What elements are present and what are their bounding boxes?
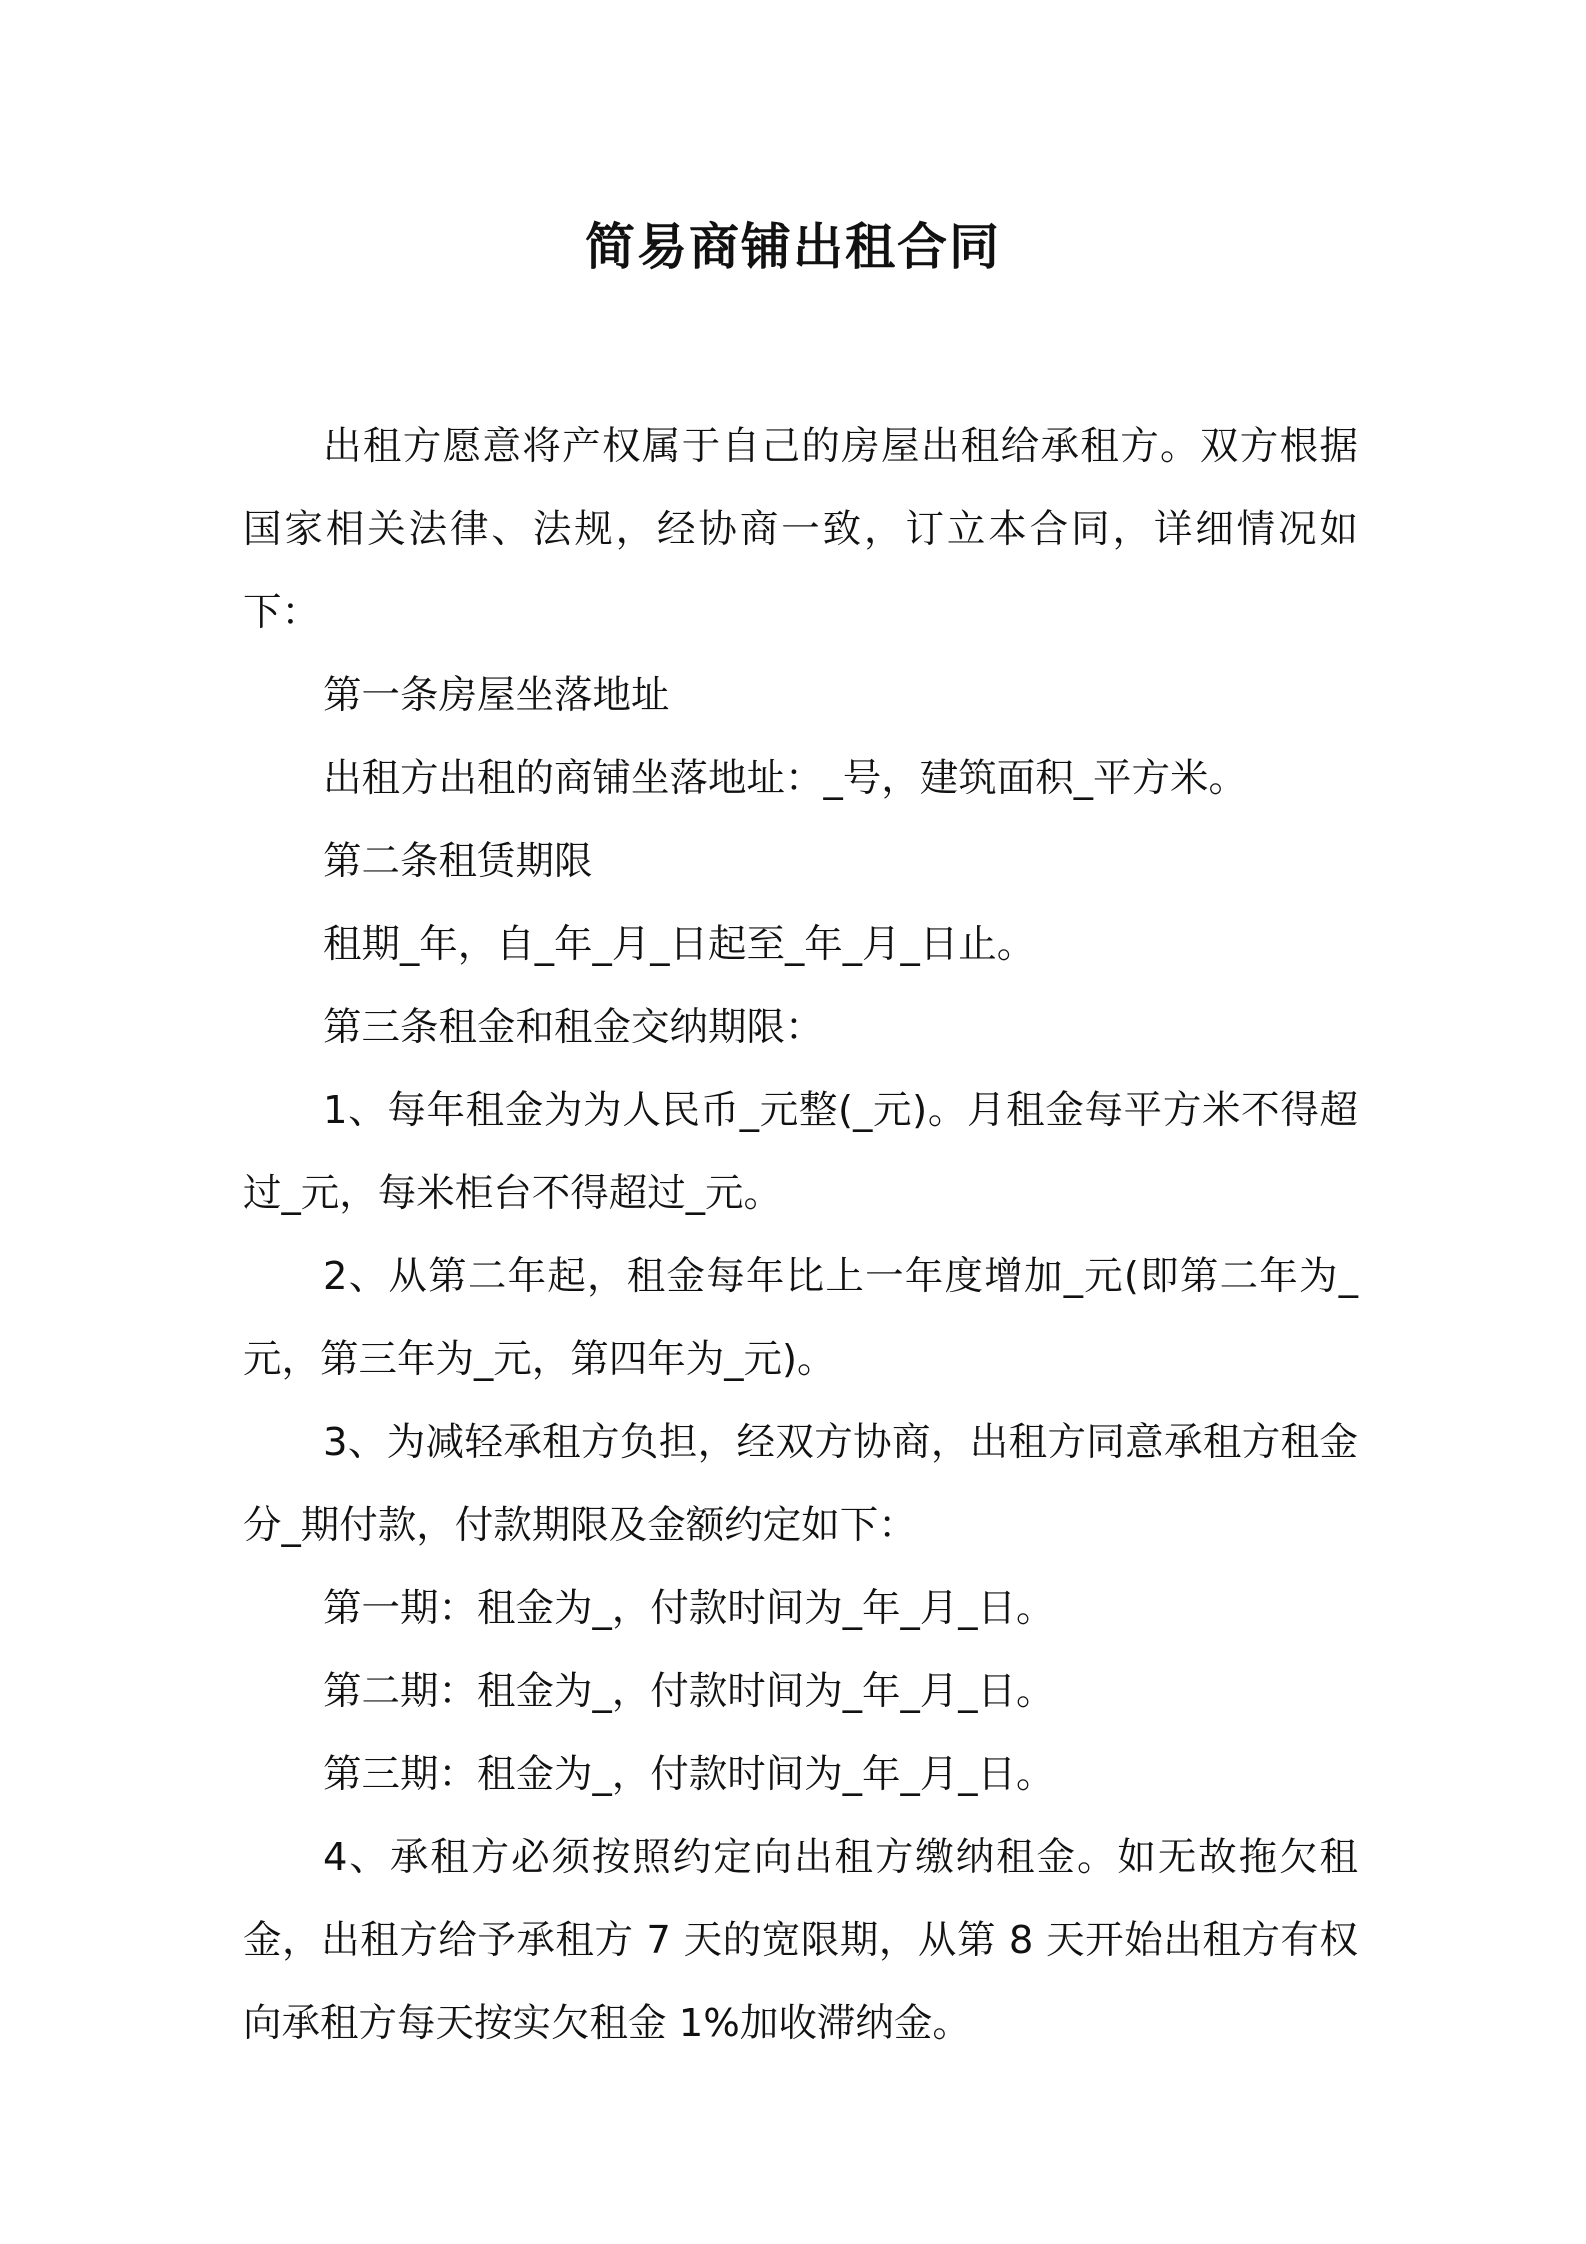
paragraph-clause-1: 1、每年租金为为人民币_元整(_元)。月租金每平方米不得超过_元，每米柜台不得超过_元。 bbox=[243, 1088, 1358, 1216]
paragraph-address: 出租方出租的商铺坐落地址：_号，建筑面积_平方米。 bbox=[323, 756, 1248, 801]
paragraph-clause-2: 2、从第二年起，租金每年比上一年度增加_元(即第二年为_元，第三年为_元，第四年为_元)。 bbox=[243, 1254, 1358, 1382]
paragraph-lease-term: 租期_年，自_年_月_日起至_年_月_日止。 bbox=[323, 922, 1036, 967]
paragraph-clause-4: 4、承租方必须按照约定向出租方缴纳租金。如无故拖欠租金，出租方给予承租方 7 天的宽限期，从第 8 天开始出租方有权向承租方每天按实欠租金 1%加收滞纳金。 bbox=[243, 1835, 1358, 2046]
paragraph-clause-3: 3、为减轻承租方负担，经双方协商，出租方同意承租方租金分_期付款，付款期限及金额约定如下： bbox=[243, 1420, 1358, 1548]
document-body bbox=[243, 405, 1358, 2065]
paragraph-installment-3: 第三期：租金为_，付款时间为_年_月_日。 bbox=[323, 1752, 1055, 1797]
heading-article-1: 第一条房屋坐落地址 bbox=[323, 673, 670, 718]
heading-article-3: 第三条租金和租金交纳期限： bbox=[323, 1005, 824, 1050]
heading-article-2: 第二条租赁期限 bbox=[323, 839, 593, 884]
paragraph-installment-2: 第二期：租金为_，付款时间为_年_月_日。 bbox=[323, 1669, 1055, 1714]
paragraph-installment-1: 第一期：租金为_，付款时间为_年_月_日。 bbox=[323, 1586, 1055, 1631]
paragraph-intro: 出租方愿意将产权属于自己的房屋出租给承租方。双方根据国家相关法律、法规，经协商一致，订立本合同，详细情况如下： bbox=[243, 424, 1358, 635]
document-title: 简易商铺出租合同 bbox=[585, 218, 1001, 276]
